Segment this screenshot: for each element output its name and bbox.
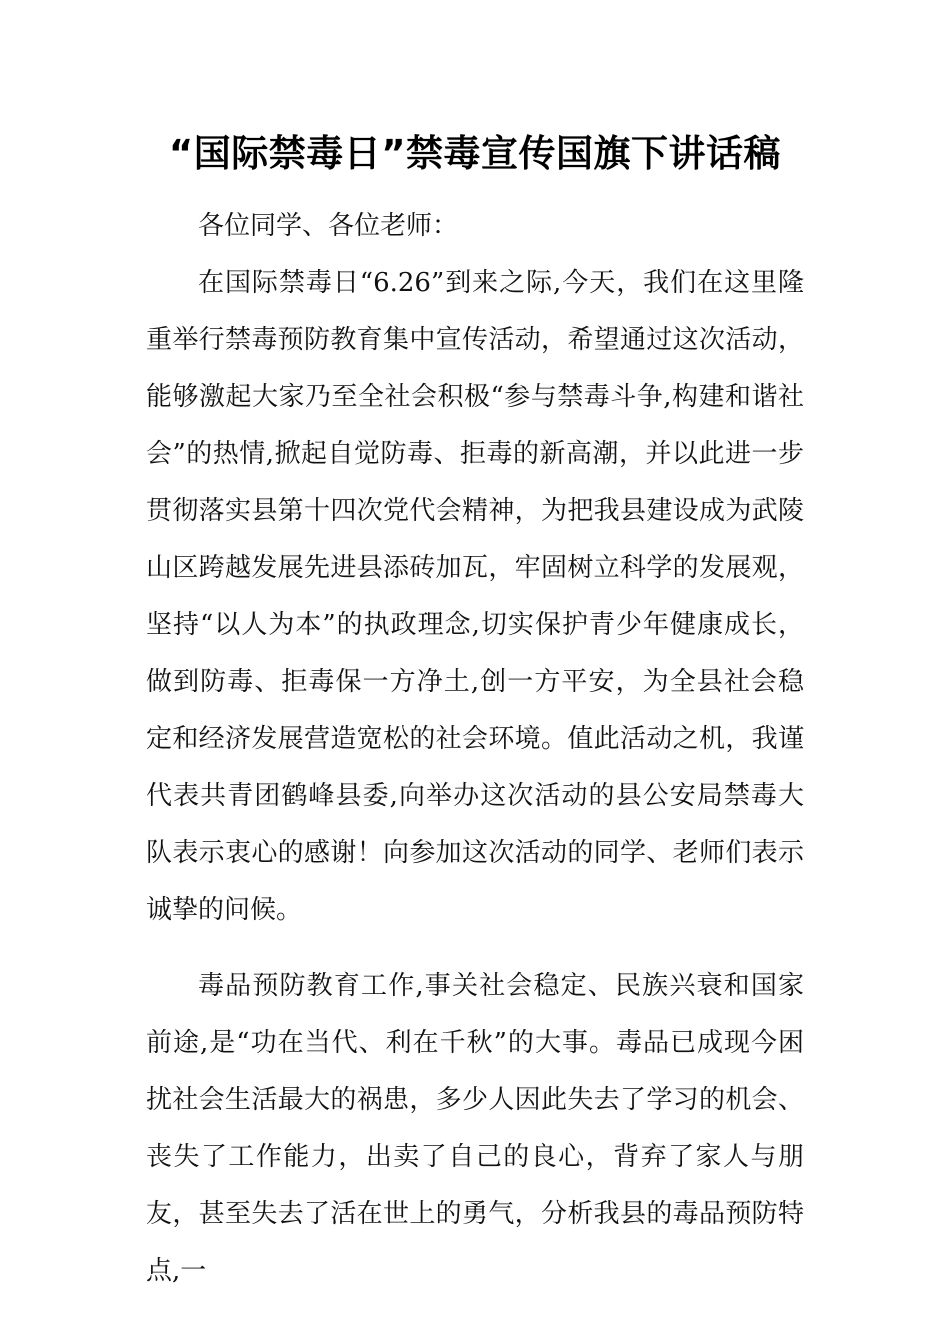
document-title: “国际禁毒日”禁毒宣传国旗下讲话稿	[168, 132, 782, 175]
paragraph-introduction: 在国际禁毒日“6.26”到来之际,今天，我们在这里隆重举行禁毒预防教育集中宣传活动，希望通过这次活动，能够激起大家乃至全社会积极“参与禁毒斗争,构建和谐社会”的热情,掀起自觉防毒、拒毒的新高潮，并以此进一步贯彻落实县第十四次党代会精神，为把我县建设成为武陵山区跨越发展先进县添砖加瓦，牢固树立科学的发展观，坚持“以人为本”的执政理念,切实保护青少年健康成长，做到防毒、拒毒保一方净土,创一方平安，为全县社会稳定和经济发展营造宽松的社会环境。值此活动之机，我谨代表共青团鹤峰县委,向举办这次活动的县公安局禁毒大队表示衷心的感谢！向参加这次活动的同学、老师们表示诚挚的问候。	[146, 268, 804, 925]
paragraph-drug-prevention: 毒品预防教育工作,事关社会稳定、民族兴衰和国家前途,是“功在当代、利在千秋”的大事。毒品已成现今困扰社会生活最大的祸患，多少人因此失去了学习的机会、丧失了工作能力，出卖了自己的良心，背弃了家人与朋友，甚至失去了活在世上的勇气，分析我县的毒品预防特点,一	[146, 971, 804, 1286]
paragraph-greeting: 各位同学、各位老师：	[198, 211, 459, 241]
document-body	[146, 198, 804, 1300]
